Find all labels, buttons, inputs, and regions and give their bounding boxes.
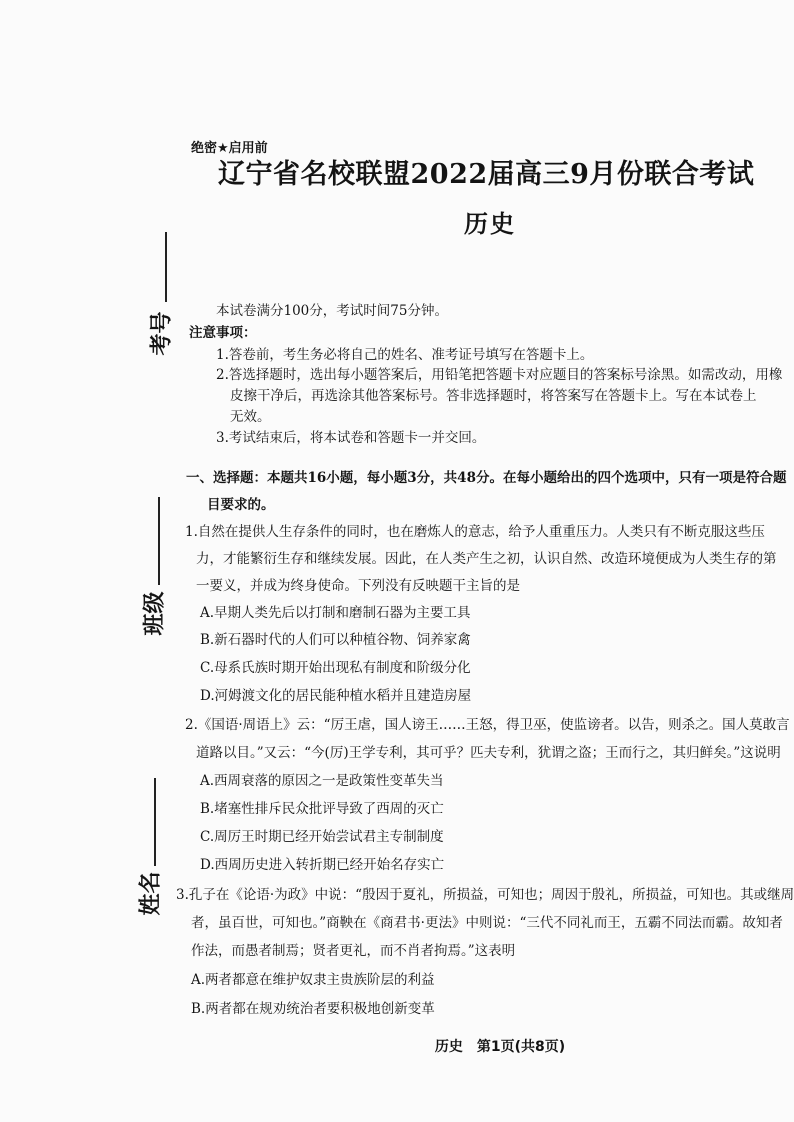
- q1-stem-line1: 1.自然在提供人生存条件的同时，也在磨炼人的意志，给予人重重压力。人类只有不断克服这些压: [185, 524, 765, 540]
- q2-stem-line2: 道路以目。”又云：“今(厉)王学专利，其可乎？匹夫专利，犹谓之盗；王而行之，其归鲜矣。”这说明: [196, 745, 781, 761]
- q3-option-a: A.两者都意在维护奴隶主贵族阶层的利益: [191, 972, 435, 988]
- notice-item-3: 3.考试结束后，将本试卷和答题卡一并交回。: [216, 430, 486, 446]
- name-line: [154, 778, 156, 866]
- q2-option-c: C.周厉王时期已经开始尝试君主专制制度: [200, 829, 444, 845]
- notice-item-2-line1: 2.答选择题时，选出每小题答案后，用铅笔把答题卡对应题目的答案标号涂黑。如需改动，用橡: [216, 367, 783, 383]
- name-label: 姓名: [138, 871, 164, 916]
- subject-title: 历史: [464, 209, 516, 238]
- q1-option-a: A.早期人类先后以打制和磨制石器为主要工具: [200, 605, 471, 621]
- exam-no-label: 考号: [149, 311, 175, 356]
- secrecy-label: 绝密★启用前: [191, 141, 268, 156]
- notice-item-2-line3: 无效。: [230, 409, 271, 425]
- q2-stem-line1: 2.《国语·周语上》云：“厉王虐，国人谤王……王怒，得卫巫，使监谤者。以告，则杀之。国人莫敢言: [185, 717, 790, 733]
- score-time-text: 本试卷满分100分，考试时间75分钟。: [216, 303, 448, 319]
- q3-option-b: B.两者都在规劝统治者要积极地创新变革: [191, 1001, 435, 1017]
- q1-option-d: D.河姆渡文化的居民能种植水稻并且建造房屋: [200, 688, 472, 704]
- q1-option-b: B.新石器时代的人们可以种植谷物、饲养家禽: [200, 632, 471, 648]
- class-label: 班级: [142, 591, 168, 636]
- q3-stem-line2: 者，虽百世，可知也。”商鞅在《商君书·更法》中则说：“三代不同礼而王，五霸不同法而霸。故知者: [191, 915, 783, 931]
- notice-heading: 注意事项：: [189, 325, 257, 341]
- section-heading: 一、选择题：本题共16小题，每小题3分，共48分。在每小题给出的四个选项中，只有一项是符合题: [186, 470, 787, 486]
- q3-stem-line1: 3.孔子在《论语·为政》中说：“殷因于夏礼，所损益，可知也；周因于殷礼，所损益，可知也。其或继周: [176, 887, 794, 903]
- class-line: [158, 497, 160, 585]
- notice-item-2-line2: 皮擦干净后，再选涂其他答案标号。答非选择题时，将答案写在答题卡上。写在本试卷上: [230, 388, 757, 404]
- q2-option-a: A.西周衰落的原因之一是政策性变革失当: [200, 773, 444, 789]
- section-heading-cont: 目要求的。: [207, 497, 275, 513]
- exam-title: 辽宁省名校联盟2022届高三9月份联合考试: [218, 159, 755, 190]
- q3-stem-line3: 作法，而愚者制焉；贤者更礼，而不肖者拘焉。”这表明: [191, 943, 516, 959]
- q1-stem-line2: 力，才能繁衍生存和继续发展。因此，在人类产生之初，认识自然、改造环境便成为人类生存的第: [196, 551, 777, 567]
- exam-no-line: [165, 232, 167, 302]
- q1-option-c: C.母系氏族时期开始出现私有制度和阶级分化: [200, 660, 471, 676]
- q1-stem-line3: 一要义，并成为终身使命。下列没有反映题干主旨的是: [196, 578, 520, 594]
- q2-option-b: B.堵塞性排斥民众批评导致了西周的灭亡: [200, 801, 444, 817]
- q2-option-d: D.西周历史进入转折期已经开始名存实亡: [200, 857, 445, 873]
- notice-item-1: 1.答卷前，考生务必将自己的姓名、准考证号填写在答题卡上。: [216, 347, 594, 363]
- page-footer: 历史 第1页(共8页): [434, 1039, 566, 1055]
